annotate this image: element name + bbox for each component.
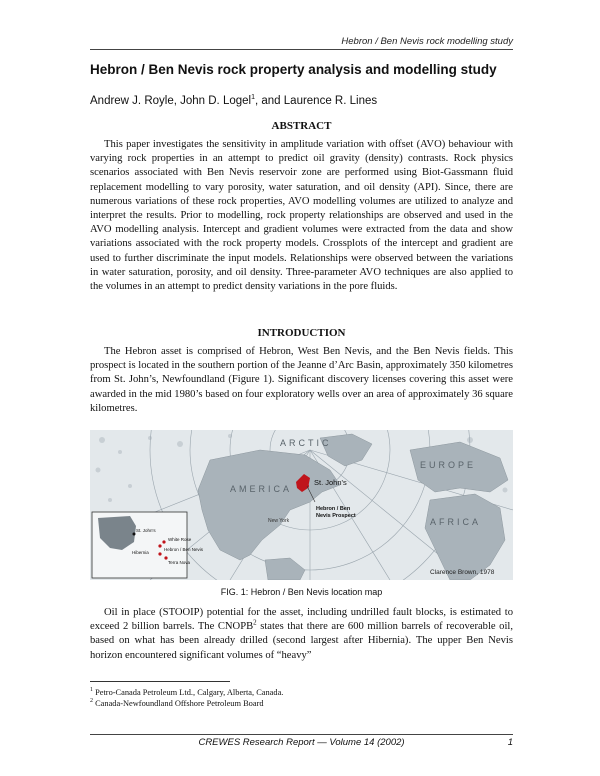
label-europe: EUROPE <box>420 460 477 470</box>
authors-part2: , and Laurence R. Lines <box>255 94 378 107</box>
label-america: AMERICA <box>230 484 293 494</box>
footnote-2-text: Canada-Newfoundland Offshore Petroleum Board <box>95 698 264 708</box>
location-map <box>90 430 513 580</box>
page-number: 1 <box>507 737 513 748</box>
inset-hebron-dot <box>158 552 161 555</box>
footnote-divider <box>90 681 230 682</box>
label-st-johns: St. John's <box>314 478 347 487</box>
location-map-figure <box>90 430 513 580</box>
footnote-2-number: 2 <box>90 698 93 704</box>
body2-text-b: states that there are 600 million barrels of recoverable oil, based on what has been already drilled (second largest after Hibernia). The upper Ben Nevis horizon encountered significant volumes of “heavy” <box>90 621 513 661</box>
inset-map <box>92 512 204 578</box>
abstract-text: This paper investigates the sensitivity in amplitude variation with offset (AVO) behaviour with varying rock properties in an attempt to predict oil gravity (density) contrasts. Rock physics scenarios associated with Ben Nevis reservoir zone are performed using Biot-Gassmann fluid replacement modelling to vary porosity, water saturation, and oil density (API). Since, there are numerous variations of these rock properties, AVO modelling volumes are utilized to analyze and interpret the results. Prior to modelling, rock property relationships are observed and used in the AVO modelling analysis. Intercept and gradient volumes were extracted from the data and show variations associated with the rock property models. Crossplots of the intercept and gradient are used to further discriminate the input models. Relationships were observed between the variations in water saturation, porosity, and oil density. Three-parameter AVO techniques are also applied to the volumes in an attempt to predict density variations in the pore fluids. <box>90 139 513 293</box>
label-africa: AFRICA <box>430 517 482 527</box>
label-prospect-2: Nevis Prospect <box>316 513 356 519</box>
figure-caption: FIG. 1: Hebron / Ben Nevis location map <box>220 587 383 597</box>
inset-label-hibernia: Hibernia <box>132 550 149 555</box>
footnote-2 <box>90 696 264 709</box>
inset-label-hebron: Hebron / Ben Nevis <box>164 547 204 552</box>
footnote-1-text: Petro-Canada Petroleum Ltd., Calgary, Alberta, Canada. <box>95 687 284 697</box>
inset-hibernia-dot <box>158 544 161 547</box>
body2-footnote-marker: 2 <box>253 618 257 627</box>
introduction-heading: INTRODUCTION <box>257 327 346 339</box>
abstract-heading: ABSTRACT <box>271 120 332 132</box>
running-header: Hebron / Ben Nevis rock modelling study <box>90 36 513 50</box>
inset-label-terra-nova: Terra Nova <box>168 560 191 565</box>
author-list <box>90 94 377 107</box>
paper-title: Hebron / Ben Nevis rock property analysis and modelling study <box>90 62 497 77</box>
body2-text-a: Oil in place (STOOIP) potential for the asset, including undrilled fault blocks, is estimated to exceed 2 billion barrels. The CNOPB <box>90 607 513 633</box>
authors-part1: Andrew J. Royle, John D. Logel <box>90 94 252 107</box>
label-arctic: ARCTIC <box>280 438 332 448</box>
author-footnote-marker: 1 <box>251 94 255 101</box>
footnote-1-number: 1 <box>90 687 93 693</box>
inset-label-st-johns: St. John's <box>136 528 156 533</box>
footer-report: CREWES Research Report — Volume 14 (2002) <box>198 737 405 748</box>
introduction-text: The Hebron asset is comprised of Hebron, West Ben Nevis, and the Ben Nevis fields. This prospect is located in the southern portion of the Jeanne d’Arc Basin, approximately 350 kilometres from St. John’s, Newfoundland (Figure 1). Significant discovery licenses covering this asset were awarded in the mid 1980’s based on four exploratory wells over an area of approximately 36 square kilometres. <box>90 346 513 414</box>
inset-white-rose-dot <box>162 540 165 543</box>
inset-label-white-rose: White Rose <box>168 537 192 542</box>
label-prospect-1: Hebron / Ben <box>316 506 351 512</box>
map-credit: Clarence Brown, 1978 <box>430 569 495 576</box>
label-new-york: New York <box>268 518 290 524</box>
body-paragraph-2 <box>90 606 513 663</box>
running-footer <box>90 734 513 748</box>
